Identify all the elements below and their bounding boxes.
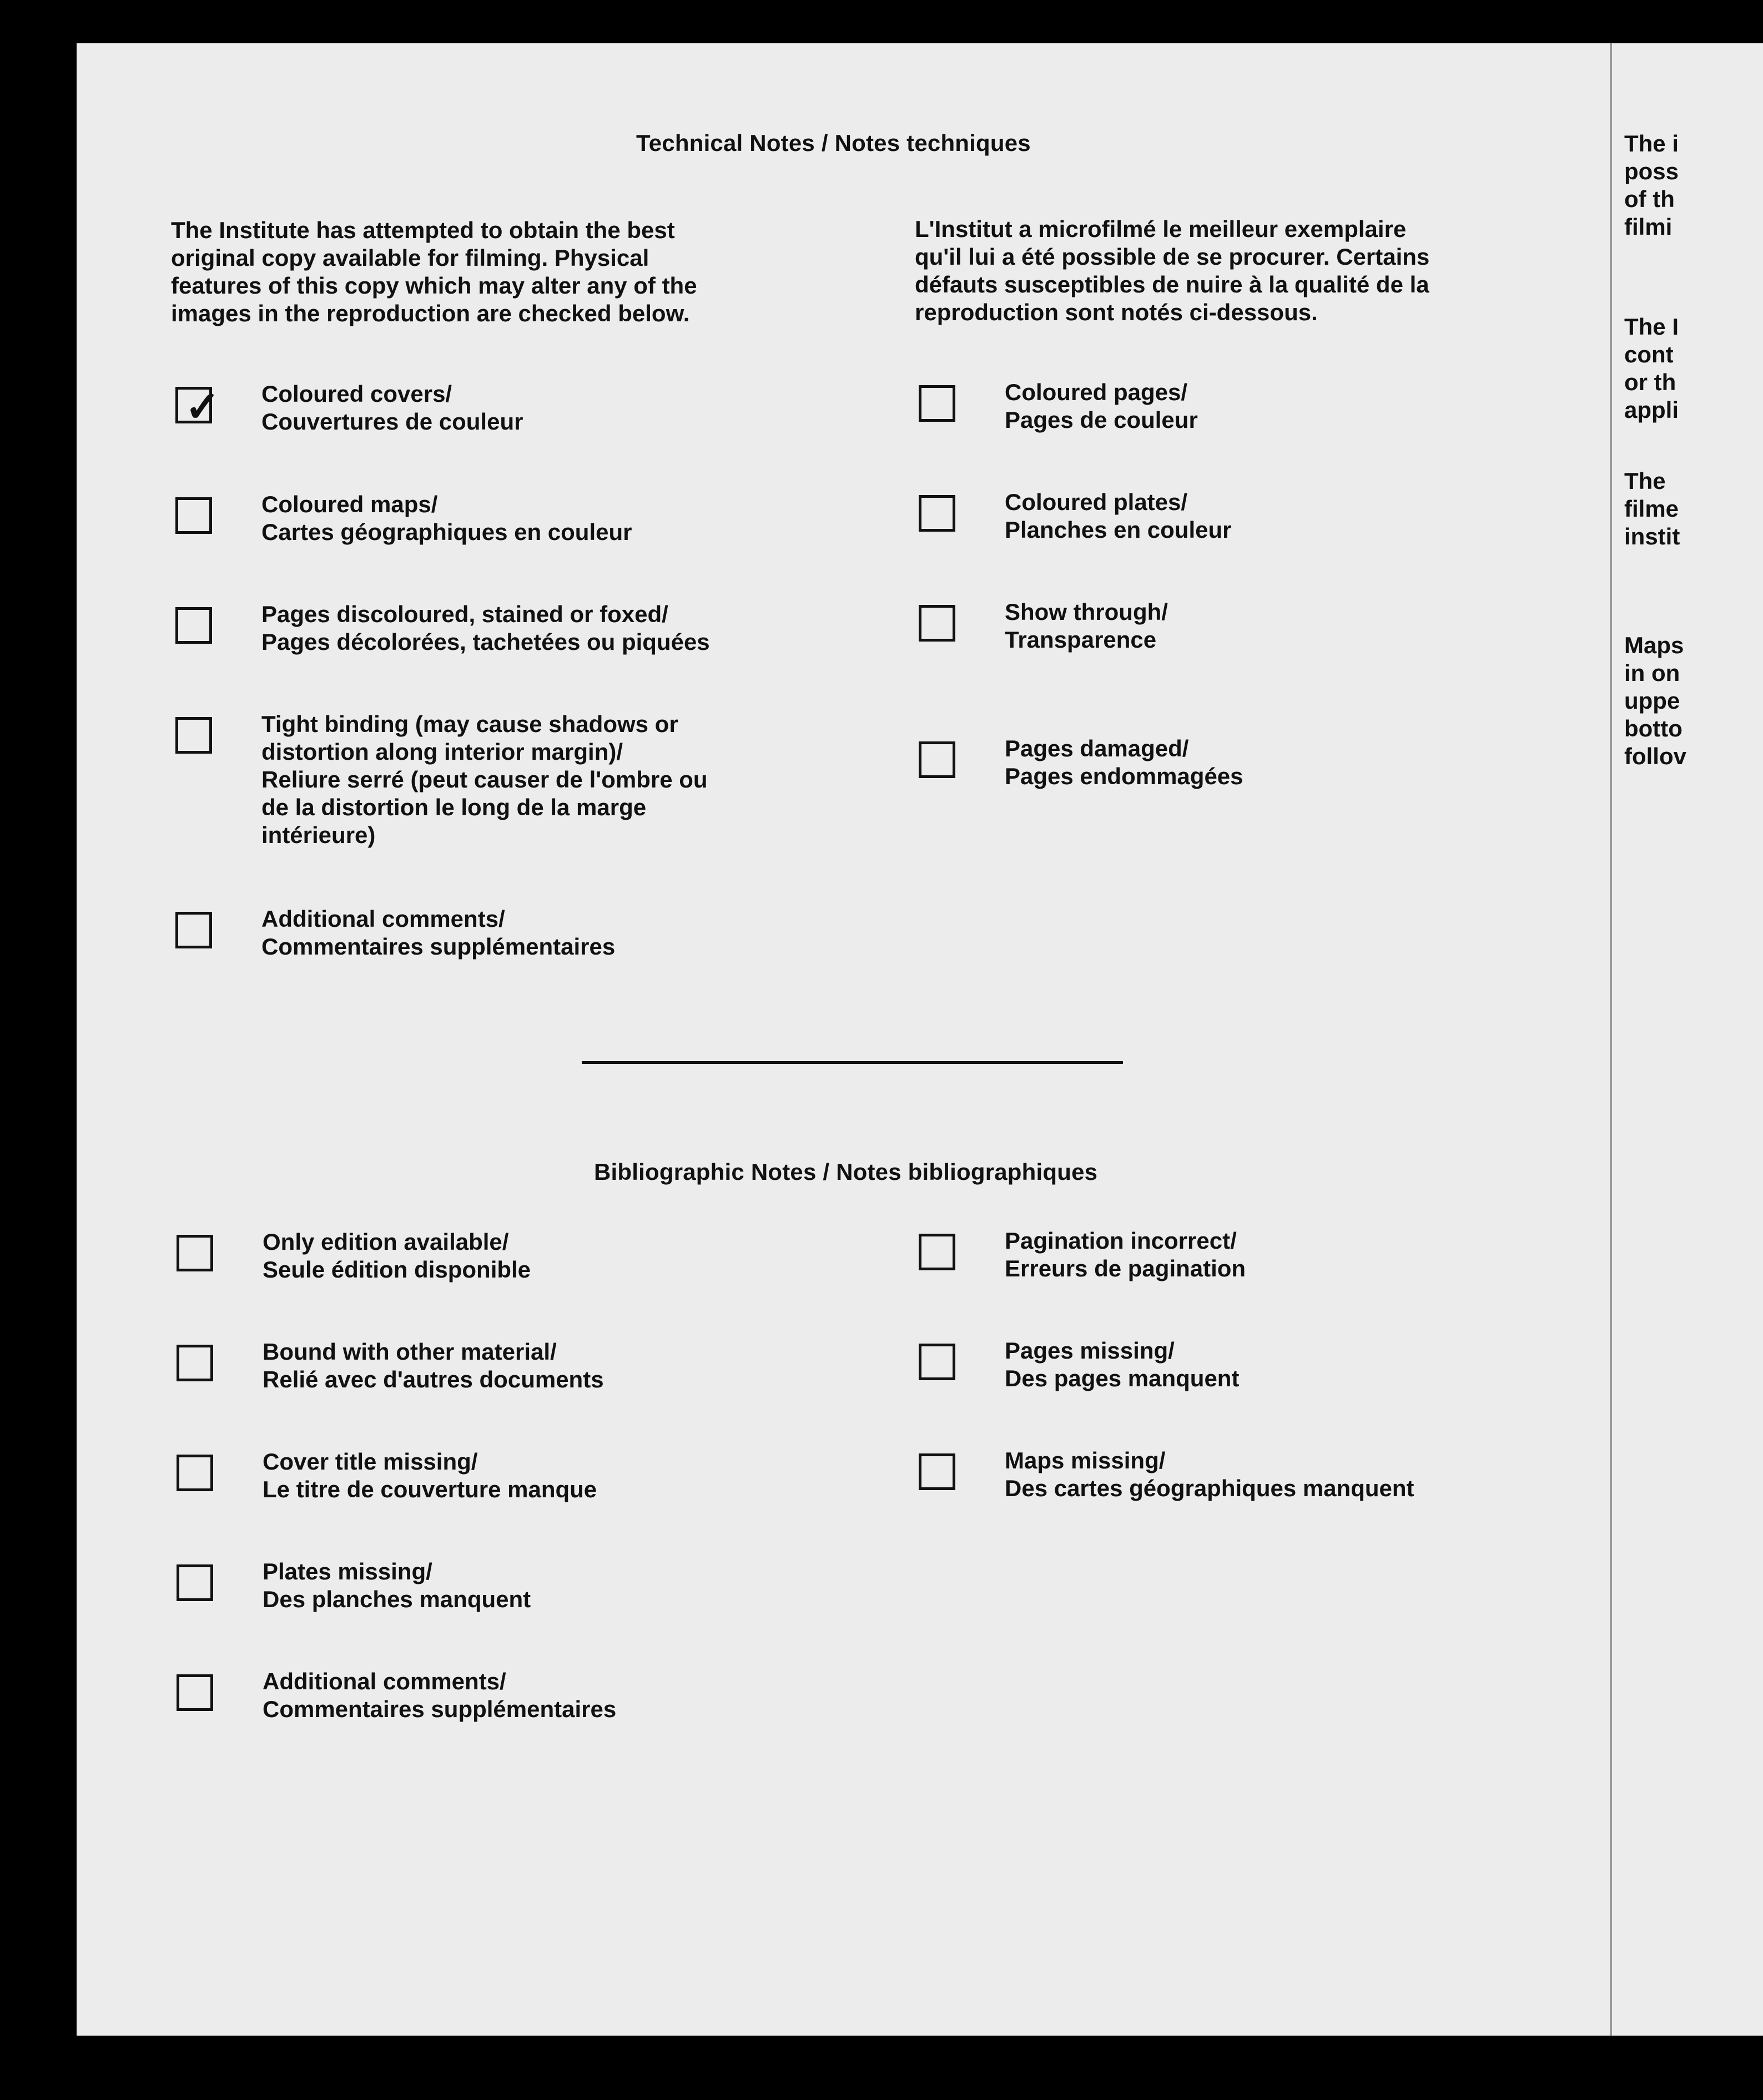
bound-with-other-material-label: Bound with other material/ Relié avec d'autres documents xyxy=(263,1339,604,1392)
right-page-block-1: The i poss of th filmi xyxy=(1624,130,1679,240)
coloured-covers-label: Coloured covers/ Couvertures de couleur xyxy=(261,381,523,435)
pagination-incorrect-checkbox[interactable] xyxy=(919,1234,955,1270)
pagination-incorrect-label: Pagination incorrect/ Erreurs de pagination xyxy=(1005,1228,1246,1281)
technical-notes-title: Technical Notes / Notes techniques xyxy=(636,130,1031,156)
right-page-block-3: The filme instit xyxy=(1624,468,1680,549)
checkmark-icon: ✓ xyxy=(185,383,220,431)
coloured-pages-label: Coloured pages/ Pages de couleur xyxy=(1005,379,1198,433)
tight-binding-checkbox[interactable] xyxy=(175,717,212,754)
bound-with-other-material-checkbox[interactable] xyxy=(177,1345,213,1381)
pages-missing-label: Pages missing/ Des pages manquent xyxy=(1005,1337,1240,1391)
right-page-block-4: Maps in on uppe botto follov xyxy=(1624,632,1686,769)
plates-missing-checkbox[interactable] xyxy=(177,1564,213,1601)
coloured-pages-checkbox[interactable] xyxy=(919,385,955,422)
pages-damaged-label: Pages damaged/ Pages endommagées xyxy=(1005,735,1243,789)
coloured-plates-checkbox[interactable] xyxy=(919,495,955,532)
technical-additional-comments-checkbox[interactable] xyxy=(175,912,212,948)
show-through-label: Show through/ Transparence xyxy=(1005,599,1168,653)
technical-intro-french: L'Institut a microfilmé le meilleur exemplaire qu'il lui a été possible de se procurer. Certains défauts susceptibles de nuire à la qualité de la reproduction sont notés ci-dessous. xyxy=(915,216,1430,325)
bibliographic-additional-comments-label: Additional comments/ Commentaires supplémentaires xyxy=(263,1668,617,1722)
pages-missing-checkbox[interactable] xyxy=(919,1344,955,1380)
show-through-checkbox[interactable] xyxy=(919,605,955,642)
technical-intro-english: The Institute has attempted to obtain the best original copy available for filming. Physical features of this copy which may alter any of the images in the reproduction are checked below. xyxy=(171,217,697,326)
only-edition-label: Only edition available/ Seule édition disponible xyxy=(263,1229,531,1283)
tight-binding-label: Tight binding (may cause shadows or distortion along interior margin)/ Reliure serré (peut causer de l'ombre ou de la distortion le long de la marge intérieure) xyxy=(261,711,708,848)
technical-additional-comments-label: Additional comments/ Commentaires supplémentaires xyxy=(261,906,616,960)
only-edition-checkbox[interactable] xyxy=(177,1235,213,1271)
coloured-plates-label: Coloured plates/ Planches en couleur xyxy=(1005,489,1232,543)
pages-damaged-checkbox[interactable] xyxy=(919,741,955,778)
pages-discoloured-checkbox[interactable] xyxy=(175,607,212,644)
plates-missing-label: Plates missing/ Des planches manquent xyxy=(263,1558,531,1612)
right-page-block-2: The I cont or th appli xyxy=(1624,314,1679,423)
section-divider xyxy=(582,1061,1123,1064)
cover-title-missing-checkbox[interactable] xyxy=(177,1455,213,1491)
cover-title-missing-label: Cover title missing/ Le titre de couverture manque xyxy=(263,1448,597,1502)
maps-missing-label: Maps missing/ Des cartes géographiques manquent xyxy=(1005,1447,1414,1501)
adjacent-page-fragment xyxy=(1610,43,1763,2036)
coloured-maps-label: Coloured maps/ Cartes géographiques en couleur xyxy=(261,491,632,545)
maps-missing-checkbox[interactable] xyxy=(919,1453,955,1490)
coloured-maps-checkbox[interactable] xyxy=(175,497,212,534)
technical-notes-page xyxy=(77,43,1610,2036)
bibliographic-additional-comments-checkbox[interactable] xyxy=(177,1674,213,1711)
pages-discoloured-label: Pages discoloured, stained or foxed/ Pages décolorées, tachetées ou piquées xyxy=(261,601,710,655)
bibliographic-notes-title: Bibliographic Notes / Notes bibliographiques xyxy=(594,1159,1098,1185)
coloured-covers-checkbox[interactable] xyxy=(175,383,220,431)
